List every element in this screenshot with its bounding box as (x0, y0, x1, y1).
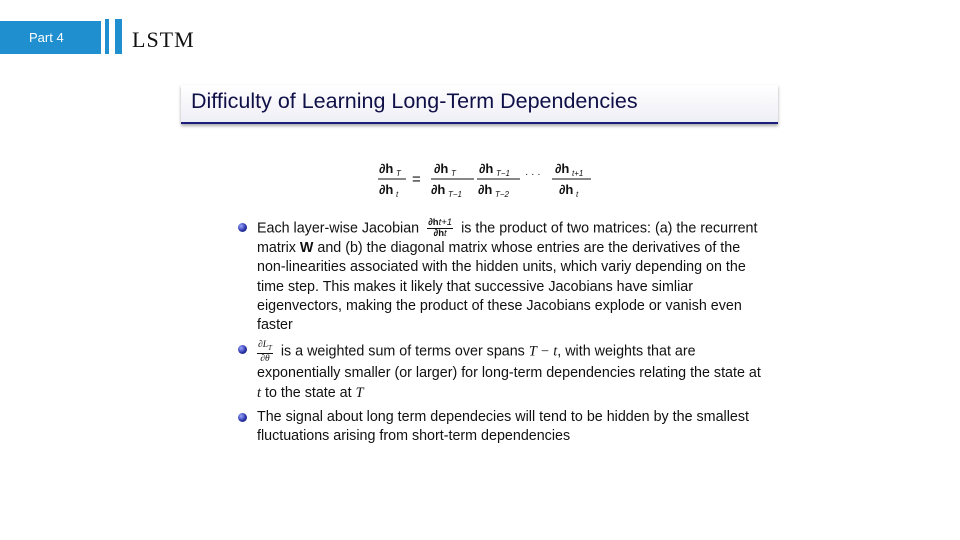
factor1-numerator-sub: T (451, 169, 456, 178)
bullet2-math-t: t (257, 384, 261, 401)
factor3-denominator: ∂h (559, 182, 574, 197)
factor3-denominator-sub: t (576, 190, 579, 199)
bullet3-text: The signal about long term dependecies will tend to be hidden by the smallest fluctuations arising from short-term dependencies (257, 408, 749, 445)
jacobian-product-formula (377, 158, 607, 200)
bullet1-intro: Each layer-wise Jacobian (257, 220, 420, 237)
bullet2-loss-fraction: $\frac{\partial L_T}{\partial\theta}$ (258, 340, 272, 365)
bullet2-text-a: is a weighted sum of terms over spans (280, 344, 525, 361)
accent-bar-thick (115, 19, 122, 54)
section-tag (0, 21, 101, 54)
embedded-slide-heading: Difficulty of Learning Long-Term Dependencies (191, 89, 638, 113)
ellipsis-dots: · · · (525, 169, 541, 180)
bullet1-text-b: and (b) the diagonal matrix whose entries are the derivatives of the non-linearities associated with the hidden units, which variy depending on the time step. This makes it likely that successive Jacobians have simliar eigenvectors, making the product of these Jacobians explode or vanish even faster (257, 240, 746, 334)
bullet-marker-icon (238, 345, 247, 354)
equals-sign: = (412, 171, 421, 188)
bullet1-text-a: is the product of two matrices: (a) the recurrent matrix (257, 220, 758, 256)
bullet-marker-icon (238, 413, 247, 422)
bullet2-math-T: T (355, 384, 364, 401)
factor1-numerator: ∂h (434, 161, 449, 176)
bullet-item-jacobian (238, 218, 768, 335)
factor2-numerator-sub: T−1 (496, 169, 511, 178)
accent-bar-thin (105, 19, 109, 54)
bullet1-jacobian-fraction: $\frac{\partial ht+1}{\partial ht}$ (428, 217, 453, 239)
bullet-item-signal (238, 408, 768, 447)
factor2-numerator: ∂h (479, 161, 494, 176)
factor3-numerator: ∂h (555, 161, 570, 176)
bullet1-matrix-w: W (299, 240, 314, 256)
slide-title: LSTM (132, 27, 195, 52)
factor2-denominator-sub: T−2 (495, 190, 510, 199)
lhs-numerator-sub: T (396, 169, 401, 178)
bullet2-span-expr: T − t (528, 344, 558, 361)
factor2-denominator: ∂h (478, 182, 493, 197)
bullet2-text-b: , with weights that are exponentially smaller (or larger) for long-term dependencies relating the state at (257, 344, 761, 382)
bullet-marker-icon (238, 223, 247, 232)
bullet-item-loss-gradient (238, 340, 768, 402)
lhs-denominator-sub: t (396, 190, 399, 199)
factor1-denominator-sub: T−1 (448, 190, 463, 199)
lhs-numerator: ∂h (379, 161, 394, 176)
factor1-denominator: ∂h (431, 182, 446, 197)
embedded-slide-heading-bar (181, 85, 778, 124)
embedded-slide-image (181, 85, 778, 450)
bullet-list (238, 218, 768, 452)
factor3-numerator-sub: t+1 (572, 169, 584, 178)
lhs-denominator: ∂h (379, 182, 394, 197)
bullet2-text-c: to the state at (264, 384, 352, 401)
section-tag-label: Part 4 (29, 30, 64, 45)
